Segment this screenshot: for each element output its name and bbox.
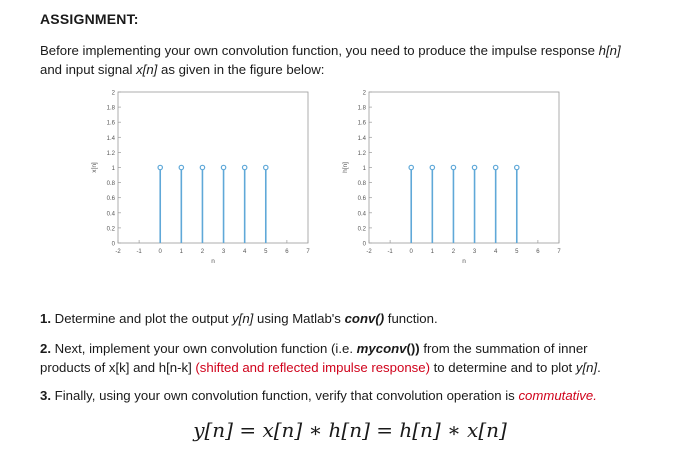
y-tick-label: 2 (362, 90, 366, 97)
stem-marker (179, 165, 183, 169)
x-tick-label: 4 (493, 249, 498, 255)
assignment-heading: ASSIGNMENT: (40, 11, 139, 27)
y-tick-label: 0.4 (106, 211, 115, 218)
impulse-response-symbol: h[n] (598, 43, 621, 58)
x-tick-label: 0 (409, 249, 413, 255)
step-number: 2. (40, 341, 51, 356)
step-2-continued (40, 360, 601, 375)
x-tick-label: 7 (306, 249, 310, 255)
stem-marker (200, 165, 204, 169)
myconv-function-name: myconv (356, 341, 407, 356)
x-tick-label: 6 (536, 249, 540, 255)
commutativity-equation: y[n] = x[n] ∗ h[n] = h[n] ∗ x[n] (193, 418, 507, 442)
stem-marker (472, 165, 476, 169)
y-tick-label: 1 (111, 166, 115, 172)
y-tick-label: 0.6 (357, 196, 366, 203)
y-tick-label: 0.2 (357, 226, 366, 233)
y-tick-label: 1.8 (106, 105, 115, 112)
y-tick-label: 1.2 (106, 150, 115, 157)
x-tick-label: 2 (200, 249, 205, 255)
y-tick-label: 1.2 (357, 150, 366, 157)
y-tick-label: 2 (111, 90, 115, 97)
x-tick-label: -2 (366, 249, 372, 255)
step-1 (40, 311, 438, 326)
step-text: from the summation of inner (419, 341, 588, 356)
intro-text: and input signal (40, 62, 137, 77)
output-symbol: y[n] (575, 360, 598, 375)
stem-marker (264, 165, 268, 169)
x-tick-label: 3 (472, 249, 477, 255)
impulse-response-plot (327, 88, 567, 265)
input-signal-plot (76, 88, 316, 265)
step-text: Next, implement your own convolution function (i.e. (51, 341, 357, 356)
step-3 (40, 388, 597, 403)
y-axis-label: x[n] (91, 162, 98, 173)
x-axis-label: n (462, 258, 466, 265)
output-symbol: y[n] (232, 311, 254, 326)
highlight-note: (shifted and reflected impulse response) (195, 360, 430, 375)
intro-text: Before implementing your own convolution function, you need to produce the impulse response (40, 43, 599, 58)
x-tick-label: -2 (115, 249, 121, 255)
x-tick-label: 2 (451, 249, 456, 255)
commutative-highlight: commutative. (518, 388, 597, 403)
x-tick-label: 6 (285, 249, 289, 255)
x-tick-label: 5 (264, 249, 268, 255)
step-number: 1. (40, 311, 51, 326)
y-tick-label: 1 (362, 166, 366, 172)
stem-marker (242, 165, 246, 169)
input-signal-symbol: x[n] (136, 62, 158, 77)
y-tick-label: 0.6 (106, 196, 115, 203)
intro-line-2 (40, 62, 324, 77)
y-tick-label: 0.8 (106, 181, 115, 188)
plot-axes-box (369, 92, 559, 243)
x-tick-label: 7 (557, 249, 561, 255)
step-text: using Matlab's (253, 311, 345, 326)
y-tick-label: 0.8 (357, 181, 366, 188)
y-tick-label: 1.4 (106, 135, 115, 142)
stem-marker (430, 165, 434, 169)
step-text: to determine and to plot (429, 360, 576, 375)
y-tick-label: 1.6 (357, 120, 366, 127)
step-text: . (597, 360, 601, 375)
x-tick-label: 5 (515, 249, 519, 255)
intro-text: as given in the figure below: (157, 62, 325, 77)
y-tick-label: 0.2 (106, 226, 115, 233)
x-tick-label: -1 (136, 249, 142, 255)
intro-line-1 (40, 43, 621, 58)
stem-marker (451, 165, 455, 169)
stem-marker (221, 165, 225, 169)
step-text: Determine and plot the output (51, 311, 233, 326)
stem-marker (515, 165, 519, 169)
step-text: function. (384, 311, 438, 326)
conv-function-name: conv() (344, 311, 385, 326)
myconv-parens: ()) (406, 341, 420, 356)
stem-marker (493, 165, 497, 169)
step-text: Finally, using your own convolution function, verify that convolution operation is (51, 388, 519, 403)
step-2 (40, 341, 588, 356)
y-axis-label: h[n] (342, 162, 349, 173)
step-number: 3. (40, 388, 51, 403)
x-tick-label: 1 (179, 249, 184, 255)
stem-marker (409, 165, 413, 169)
y-tick-label: 1.4 (357, 135, 366, 142)
step-text: products of x[k] and h[n-k] (40, 360, 196, 375)
y-tick-label: 0.4 (357, 211, 366, 218)
x-tick-label: 4 (242, 249, 247, 255)
y-tick-label: 0 (111, 241, 115, 248)
stem-marker (158, 165, 162, 169)
x-tick-label: 1 (430, 249, 435, 255)
x-tick-label: 3 (221, 249, 226, 255)
x-axis-label: n (211, 258, 215, 265)
y-tick-label: 1.8 (357, 105, 366, 112)
x-tick-label: -1 (387, 249, 393, 255)
x-tick-label: 0 (158, 249, 162, 255)
y-tick-label: 0 (362, 241, 366, 248)
plot-axes-box (118, 92, 308, 243)
y-tick-label: 1.6 (106, 120, 115, 127)
